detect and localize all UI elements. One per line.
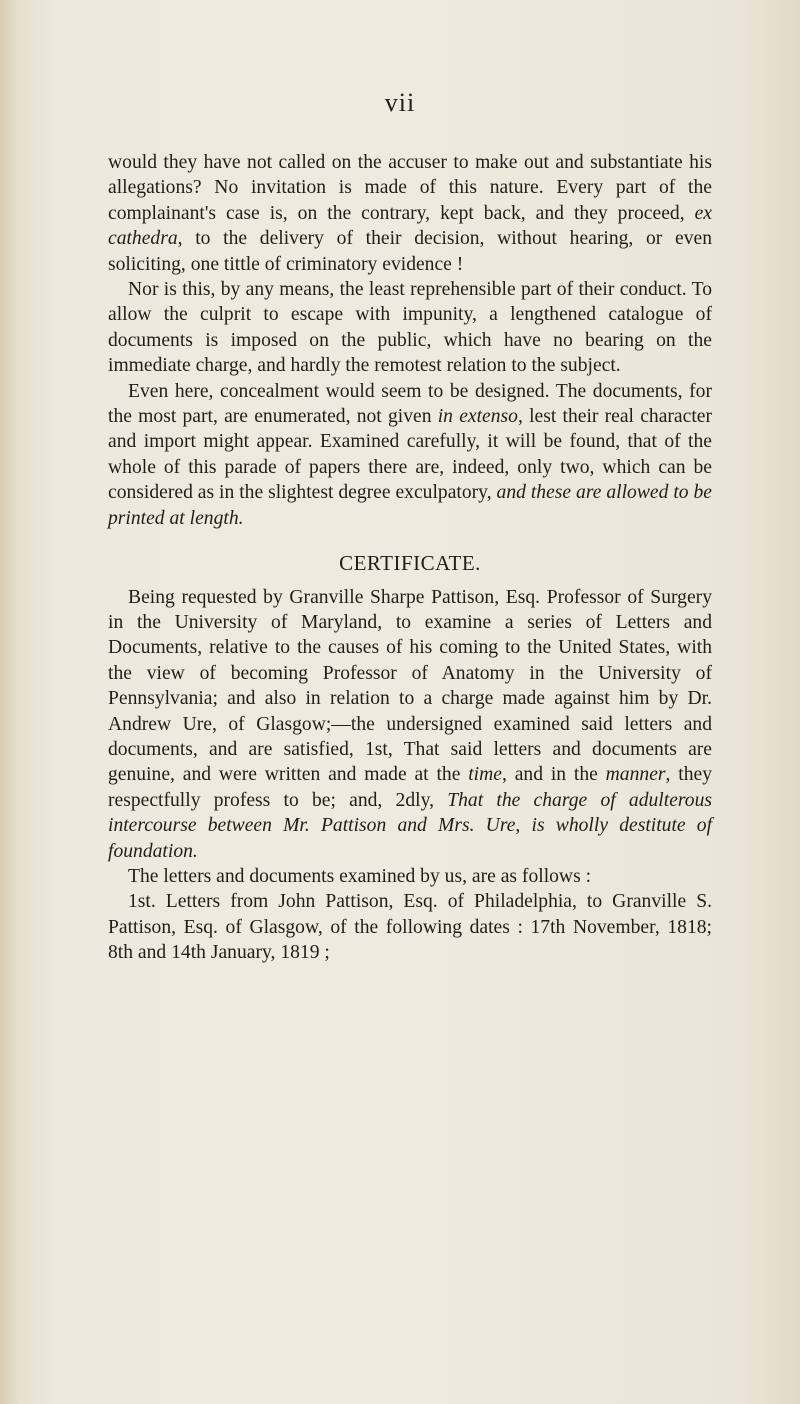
paragraph-2: Nor is this, by any means, the least reprehensible part of their conduct. To allow the culprit to escape with impunity, a lengthened catalogue of documents is imposed on the public, which have no bearing on the immediate charge, and hardly the remotest relation to the subject. (108, 279, 712, 377)
paragraph-3 (108, 379, 712, 531)
paragraph-6: 1st. Letters from John Pattison, Esq. of Philadelphia, to Granville S. Pattison, Esq. of Glasgow, of the following dates : 17th November, 1818; 8th and 14th January, 1819 ; (108, 891, 712, 964)
paragraph-3-text-a: Even here, concealment would seem to be designed. The documents, for the most part, are enumerated, not given (108, 380, 712, 428)
paragraph-4-italic-conclusion: is wholly destitute of foundation. (108, 815, 713, 862)
paragraph-4 (108, 585, 712, 864)
paragraph-1-text-b: , to the delivery of their decision, without hearing, or even soliciting, one tittle of criminatory evidence ! (108, 228, 712, 275)
paragraph-3-latin-phrase: in extenso (437, 406, 518, 428)
paragraph-4-manner: manner (605, 764, 666, 786)
paragraph-1-latin-phrase: ex cathedra (108, 202, 712, 250)
paragraph-4-time: time (468, 764, 502, 786)
page-body (108, 150, 712, 966)
paragraph-4-italic-claim: That the charge of adulterous intercourse between Mr. Pattison and Mrs. Ure (108, 789, 713, 837)
paragraph-4-text-b: , and in the (501, 764, 606, 786)
paragraph-1-text-a: would they have not called on the accuser to make out and substantiate his allegations? No invitation is made of this nature. Every part of the complainant's case is, on the contrary, kept back, and they proceed, (108, 152, 712, 224)
paragraph-3-italic-text: and these are allowed to be printed at length. (108, 482, 713, 529)
paragraph-4-text-a: Being requested by Granville Sharpe Pattison, Esq. Professor of Surgery in the University of Maryland, to examine a series of Letters and Documents, relative to the causes of his coming to the United States, with the view of becoming Professor of Anatomy in the University of Pennsylvania; and also in relation to a charge made against him by Dr. Andrew Ure, of Glasgow;—the undersigned examined said letters and documents, and are satisfied, 1st, That said letters and documents are genuine, and were written and made at the (108, 586, 712, 786)
paragraph-1 (108, 150, 712, 277)
certificate-heading: CERTIFICATE. (339, 551, 481, 576)
paragraph-4-text-d: , (515, 815, 532, 837)
paragraph-5: The letters and documents examined by us, are as follows : (128, 865, 592, 887)
page-number: vii (384, 88, 416, 117)
paragraph-4-text-c: , they respectfully profess to be; and, 2dly, (108, 764, 712, 811)
paragraph-3-text-b: , lest their real character and import might appear. Examined carefully, it will be found, that of the whole of this parade of papers there are, indeed, only two, which can be considered as in the slightest degree exculpatory, (108, 406, 712, 504)
